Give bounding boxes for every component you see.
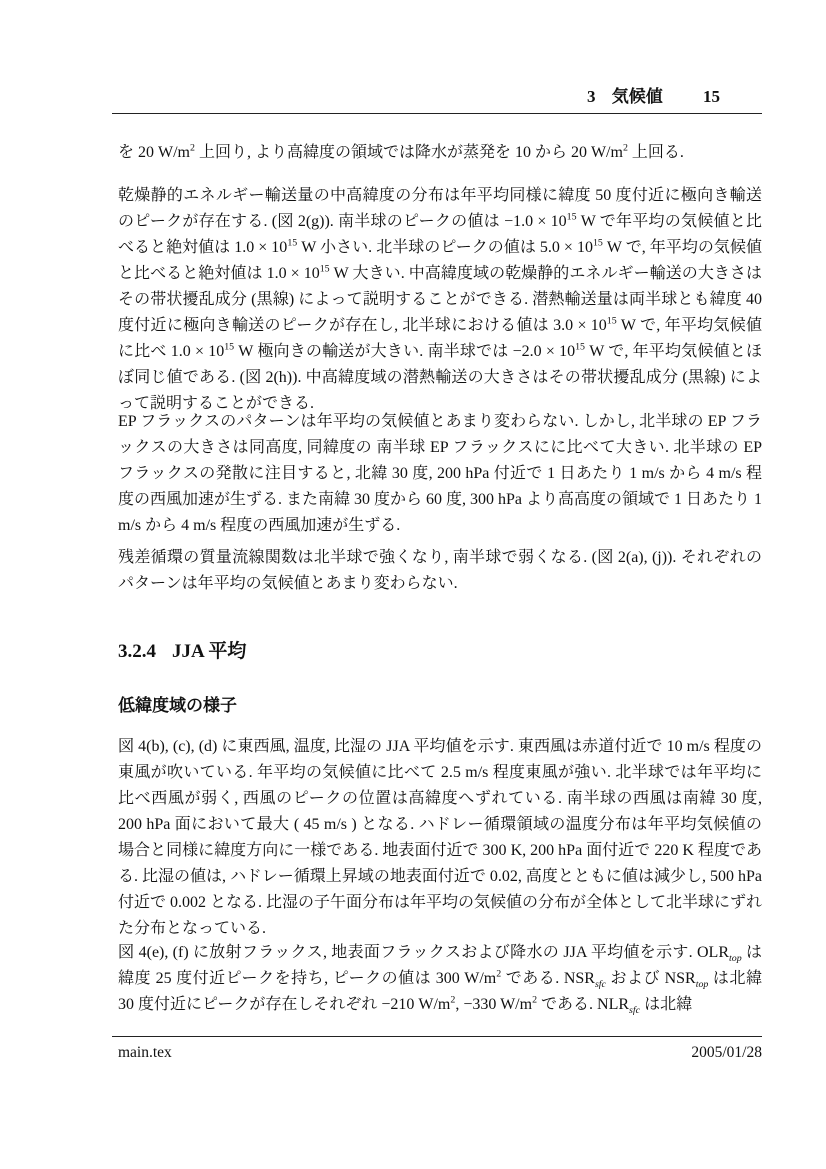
header-page-number: 15 — [703, 87, 720, 106]
footer-filename: main.tex — [118, 1044, 172, 1061]
header-section-title: 気候値 — [611, 87, 663, 106]
section-heading-jja — [118, 639, 762, 665]
paragraph-ep-flux: EP フラックスのパターンは年平均の気候値とあまり変わらない. しかし, 北半球の EP フラックスの大きさは同高度, 同緯度の 南半球 EP フラックスにに比べて大きい. 北半球の EP フラックスの発散に注目すると, 北緯 30 度, 200 hPa 付近で 1 日あたり 1 m/s から 4 m/s 程度の西風加速が生ずる. また南緯 30 度から 60 度, 300 hPa より高高度の領域で 1 日あたり 1 m/s から 4 m/s 程度の西風加速が生ずる. — [118, 413, 763, 534]
subsection-heading-low-latitude: 低緯度域の様子 — [118, 696, 237, 715]
header-section-number: 3 — [587, 87, 596, 106]
paragraph-dry-static-energy: 乾燥静的エネルギー輸送量の中高緯度の分布は年平均同様に緯度 50 度付近に極向き輸送のピークが存在する. (図 2(g)). 南半球のピークの値は $-1.0 \times 10^{15}$ W で年平均の気候値と比べると絶対値は $1.0 \times 10^{15}$ W 小さい. 北半球のピークの値は $5.0 \times 10^{15}$ W で, 年平均の気候値と比べると絶対値は $1.0 \times 10^{15}$ W 大きい. 中高緯度域の乾燥静的エネルギー輸送の大きさはその帯状擾乱成分 (黒線) によって説明することができる. 潜熱輸送量は両半球とも緯度 40 度付近に極向き輸送のピークが存在し, 北半球における値は $3.0 \times 10^{15}$ W で, 年平均気候値に比べ $1.0 \times 10^{15}$ W 極向きの輸送が大きい. 南半球では $-2.0 \times 10^{15}$ W で, 年平均気候値とほぼ同じ値である. (図 2(h)). 中高緯度域の潜熱輸送の大きさはその帯状擾乱成分 (黒線) によって説明することができる. — [118, 187, 762, 412]
paragraph-radiative-flux: 図 4(e), (f) に放射フラックス, 地表面フラックスおよび降水の JJA 平均値を示す. $OLR_{top}$ は緯度 25 度付近ピークを持ち, ピークの値は 300 $W/m^2$ である. $NSR_{sfc}$ および $NSR_{top}$ は北緯 30 度付近にピークが存在しそれぞれ −210 $W/m^2$, −330 $W/m^2$ である. $NLR_{sfc}$ は北緯 — [118, 944, 762, 1017]
footer-date: 2005/01/28 — [691, 1044, 762, 1061]
section-heading-number: 3.2.4 — [118, 641, 156, 662]
footer-rule — [112, 1036, 762, 1037]
page-footer — [118, 1042, 762, 1064]
page-header — [112, 86, 762, 108]
section-heading-title: JJA 平均 — [172, 641, 247, 662]
paragraph-zonal-wind-temp-humidity: 図 4(b), (c), (d) に東西風, 温度, 比湿の JJA 平均値を示す. 東西風は赤道付近で 10 m/s 程度の東風が吹いている. 年平均の気候値に比べて 2.5 m/s 程度東風が強い. 北半球では年平均に比べ西風が弱く, 西風のピークの位置は高緯度へずれている. 南半球の西風は南緯 30 度, 200 hPa 面において最大 ( 45 m/s ) となる. ハドレー循環領域の温度分布は年平均気候値の場合と同様に緯度方向に一様である. 地表面付近で 300 K, 200 hPa 面付近で 220 K 程度である. 比湿の値は, ハドレー循環上昇域の地表面付近で 0.02, 高度とともに値は減少し, 500 hPa 付近で 0.002 となる. 比湿の子午面分布は年平均の気候値の分布が全体として北半球にずれた分布となっている. — [118, 738, 763, 937]
paragraph-precip-evap: を 20 $W/m^2$ 上回り, より高緯度の領域では降水が蒸発を 10 から 20 $W/m^2$ 上回る. — [118, 142, 684, 161]
paragraph-residual-circulation: 残差循環の質量流線関数は北半球で強くなり, 南半球で弱くなる. (図 2(a), (j)). それぞれのパターンは年平均の気候値とあまり変わらない. — [118, 549, 762, 592]
header-rule — [112, 113, 762, 114]
